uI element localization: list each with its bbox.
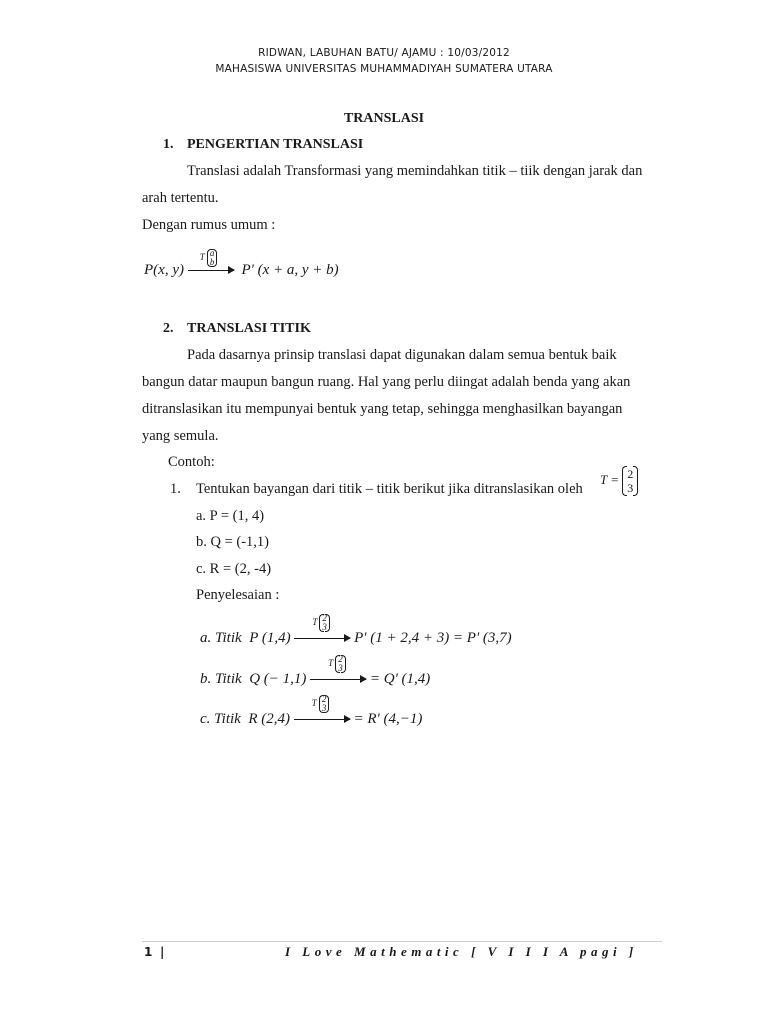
- solution-vector: [319, 695, 330, 713]
- formula-vector-top: a: [209, 248, 215, 259]
- vector-name: T =: [600, 471, 620, 487]
- section1-paragraph-line2: arah tertentu.: [142, 190, 219, 206]
- solution-left: R (2,4): [248, 711, 290, 727]
- solution-vector-top: 2: [322, 613, 327, 624]
- point-item: b. Q = (-1,1): [196, 534, 270, 550]
- formula-operator: T: [199, 252, 205, 263]
- formula-vector-bottom: b: [209, 257, 215, 268]
- solution-c: [200, 694, 423, 728]
- solution-vector-top: 2: [321, 694, 327, 705]
- solution-operator: T: [328, 658, 333, 669]
- page-title: TRANSLASI: [343, 111, 425, 126]
- translation-arrow: [310, 654, 366, 680]
- section2-paragraph-line: yang semula.: [142, 428, 219, 444]
- header-author-line: RIDWAN, LABUHAN BATU/ AJAMU : 10/03/2012: [258, 47, 510, 59]
- translation-arrow: [294, 613, 350, 639]
- formula-intro: Dengan rumus umum :: [142, 217, 276, 233]
- formula-vector: [207, 249, 218, 267]
- example-label: Contoh:: [168, 454, 215, 470]
- section2-paragraph-line: bangun datar maupun bangun ruang. Hal yang perlu diingat adalah benda yang akan: [142, 374, 631, 390]
- formula-left: P(x, y): [144, 262, 184, 278]
- translation-arrow: [188, 248, 234, 271]
- solution-vector: [319, 614, 330, 632]
- solution-left: P (1,4): [249, 630, 291, 646]
- solution-a: [200, 613, 512, 647]
- solution-vector-top: 2: [338, 654, 343, 665]
- question-text: Tentukan bayangan dari titik – titik berikut jika ditranslasikan oleh: [196, 481, 583, 497]
- solution-label: Penyelesaian :: [196, 587, 280, 603]
- solution-vector: [335, 655, 346, 673]
- solution-b: [200, 654, 431, 688]
- section2-paragraph-line: ditranslasikan itu mempunyai bentuk yang tetap, sehingga menghasilkan bayangan: [142, 401, 623, 417]
- section2-heading: TRANSLASI TITIK: [187, 321, 311, 336]
- general-formula: [144, 248, 339, 279]
- solution-vector-bottom: 3: [322, 622, 327, 633]
- solution-vector-bottom: 3: [321, 703, 327, 714]
- footer-separator: |: [160, 945, 165, 959]
- page-number: 1: [144, 945, 153, 959]
- section2-paragraph-line: Pada dasarnya prinsip translasi dapat digunakan dalam semua bentuk baik: [187, 347, 617, 363]
- section1-paragraph-line1: Translasi adalah Transformasi yang memindahkan titik – tiik dengan jarak dan: [187, 163, 643, 179]
- solution-label-text: c. Titik: [200, 711, 241, 727]
- vector-bottom: 3: [627, 481, 634, 495]
- formula-right: P' (x + a, y + b): [241, 262, 339, 278]
- question-number: 1.: [170, 481, 181, 497]
- vector-matrix: [622, 466, 638, 496]
- solution-right: = Q' (1,4): [369, 671, 431, 687]
- solution-right: = R' (4,−1): [353, 711, 423, 727]
- vector-top: 2: [627, 467, 634, 481]
- translation-arrow: [294, 694, 350, 720]
- section1-heading: PENGERTIAN TRANSLASI: [187, 137, 364, 152]
- footer-text: I Love Mathematic [ V I I I A pagi ]: [285, 944, 638, 959]
- footer-divider: [142, 941, 662, 942]
- solution-label-text: a. Titik: [200, 630, 242, 646]
- solution-operator: T: [312, 617, 318, 628]
- solution-label-text: b. Titik: [200, 671, 242, 687]
- header-university-line: MAHASISWA UNIVERSITAS MUHAMMADIYAH SUMATERA UTARA: [215, 63, 553, 75]
- solution-operator: T: [311, 698, 317, 709]
- point-item: c. R = (2, -4): [196, 561, 272, 577]
- section1-number: 1.: [163, 137, 174, 152]
- point-item: a. P = (1, 4): [196, 508, 265, 524]
- translation-vector: [600, 466, 638, 496]
- solution-left: Q (− 1,1): [249, 671, 307, 687]
- solution-vector-bottom: 3: [338, 663, 343, 674]
- solution-right: P' (1 + 2,4 + 3) = P' (3,7): [354, 630, 512, 646]
- section2-number: 2.: [163, 321, 174, 336]
